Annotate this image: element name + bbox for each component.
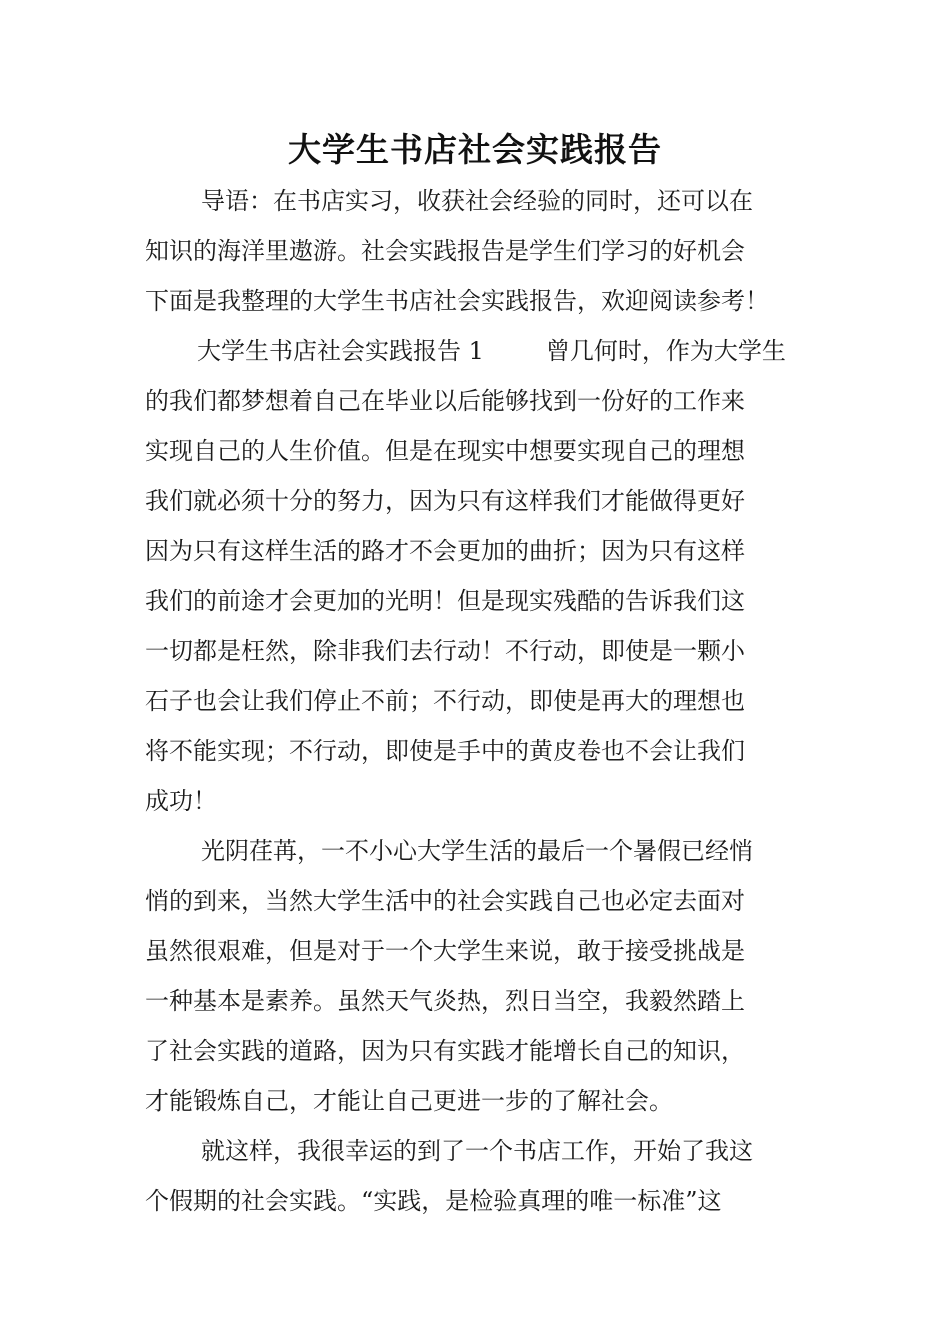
section-heading: 大学生书店社会实践报告 1 bbox=[197, 337, 484, 365]
paragraph-line: 一种基本是素养。虽然天气炎热，烈日当空，我毅然踏上 bbox=[145, 987, 745, 1015]
paragraph-line: 个假期的社会实践。“实践，是检验真理的唯一标准”这 bbox=[145, 1187, 722, 1215]
paragraph-line: 将不能实现；不行动，即使是手中的黄皮卷也不会让我们 bbox=[145, 737, 745, 765]
paragraph-line: 光阴荏苒，一不小心大学生活的最后一个暑假已经悄 bbox=[201, 837, 753, 865]
document-title: 大学生书店社会实践报告 bbox=[288, 130, 662, 169]
intro-line: 下面是我整理的大学生书店社会实践报告，欢迎阅读参考！ bbox=[145, 287, 769, 315]
paragraph-line: 石子也会让我们停止不前；不行动，即使是再大的理想也 bbox=[145, 687, 745, 715]
paragraph-line: 我们就必须十分的努力，因为只有这样我们才能做得更好 bbox=[145, 487, 745, 515]
document-body bbox=[145, 176, 807, 1226]
paragraph-line: 实现自己的人生价值。但是在现实中想要实现自己的理想 bbox=[145, 437, 745, 465]
paragraph-line: 的我们都梦想着自己在毕业以后能够找到一份好的工作来 bbox=[145, 387, 745, 415]
paragraph-line: 虽然很艰难，但是对于一个大学生来说，敢于接受挑战是 bbox=[145, 937, 745, 965]
intro-line: 导语：在书店实习，收获社会经验的同时，还可以在 bbox=[201, 187, 753, 215]
paragraph-line: 就这样，我很幸运的到了一个书店工作，开始了我这 bbox=[201, 1137, 753, 1165]
paragraph-line: 才能锻炼自己，才能让自己更进一步的了解社会。 bbox=[145, 1087, 673, 1115]
section-heading-line bbox=[145, 326, 807, 376]
paragraph-line: 成功！ bbox=[145, 787, 217, 815]
intro-line: 知识的海洋里遨游。社会实践报告是学生们学习的好机会 bbox=[145, 237, 745, 265]
paragraph-line: 一切都是枉然，除非我们去行动！不行动，即使是一颗小 bbox=[145, 637, 745, 665]
paragraph-line: 了社会实践的道路，因为只有实践才能增长自己的知识， bbox=[145, 1037, 745, 1065]
paragraph-line-start: 曾几何时，作为大学生 bbox=[545, 337, 786, 365]
paragraph-line: 我们的前途才会更加的光明！但是现实残酷的告诉我们这 bbox=[145, 587, 745, 615]
paragraph-line: 因为只有这样生活的路才不会更加的曲折；因为只有这样 bbox=[145, 537, 745, 565]
paragraph-line: 悄的到来，当然大学生活中的社会实践自己也必定去面对 bbox=[145, 887, 745, 915]
